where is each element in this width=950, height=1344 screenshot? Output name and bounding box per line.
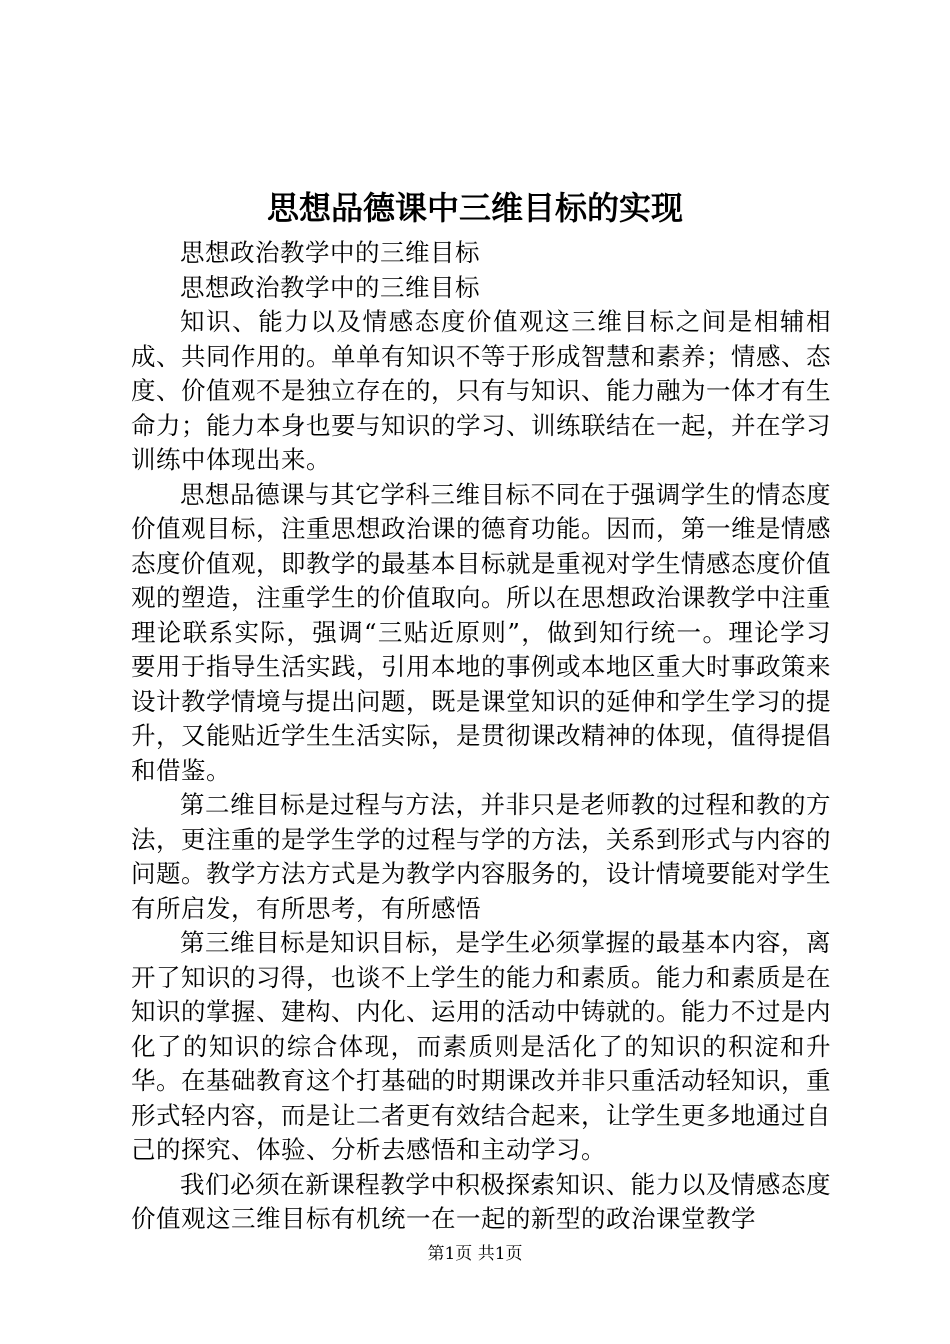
paragraph-second-dimension: 第二维目标是过程与方法，并非只是老师教的过程和教的方法，更注重的是学生学的过程与学的方法，关系到形式与内容的问题。教学方法方式是为教学内容服务的，设计情境要能对学生有所启发，有所思考，有所感悟 <box>131 790 831 923</box>
paragraph-conclusion: 我们必须在新课程教学中积极探索知识、能力以及情感态度价值观这三维目标有机统一在一起的新型的政治课堂教学 <box>131 1169 831 1233</box>
paragraph-subtitle-1: 思想政治教学中的三维目标 <box>180 238 480 267</box>
paragraph-three-dimensions: 知识、能力以及情感态度价值观这三维目标之间是相辅相成、共同作用的。单单有知识不等于形成智慧和素养；情感、态度、价值观不是独立存在的，只有与知识、能力融为一体才有生命力；能力本身也要与知识的学习、训练联结在一起，并在学习训练中体现出来。 <box>131 307 831 474</box>
paragraph-third-dimension: 第三维目标是知识目标，是学生必须掌握的最基本内容，离开了知识的习得，也谈不上学生的能力和素质。能力和素质是在知识的掌握、建构、内化、运用的活动中铸就的。能力不过是内化了的知识的综合体现，而素质则是活化了的知识的积淀和升华。在基础教育这个打基础的时期课改并非只重活动轻知识，重形式轻内容，而是让二者更有效结合起来，让学生更多地通过自己的探究、体验、分析去感悟和主动学习。 <box>131 928 831 1164</box>
paragraph-subtitle-2: 思想政治教学中的三维目标 <box>180 272 480 302</box>
page-footer: 第1页 共1页 <box>427 1244 523 1264</box>
document-body <box>131 236 831 1237</box>
paragraph-first-dimension: 思想品德课与其它学科三维目标不同在于强调学生的情态度价值观目标，注重思想政治课的德育功能。因而，第一维是情感态度价值观，即教学的最基本目标就是重视对学生情感态度价值观的塑造，注重学生的价值取向。所以在思想政治课教学中注重理论联系实际，强调“三贴近原则”，做到知行统一。理论学习要用于指导生活实践，引用本地的事例或本地区重大时事政策来设计教学情境与提出问题，既是课堂知识的延伸和学生学习的提升，又能贴近学生生活实际，是贯彻课改精神的体现，值得提倡和借鉴。 <box>131 479 831 785</box>
document-title: 思想品德课中三维目标的实现 <box>266 189 683 227</box>
